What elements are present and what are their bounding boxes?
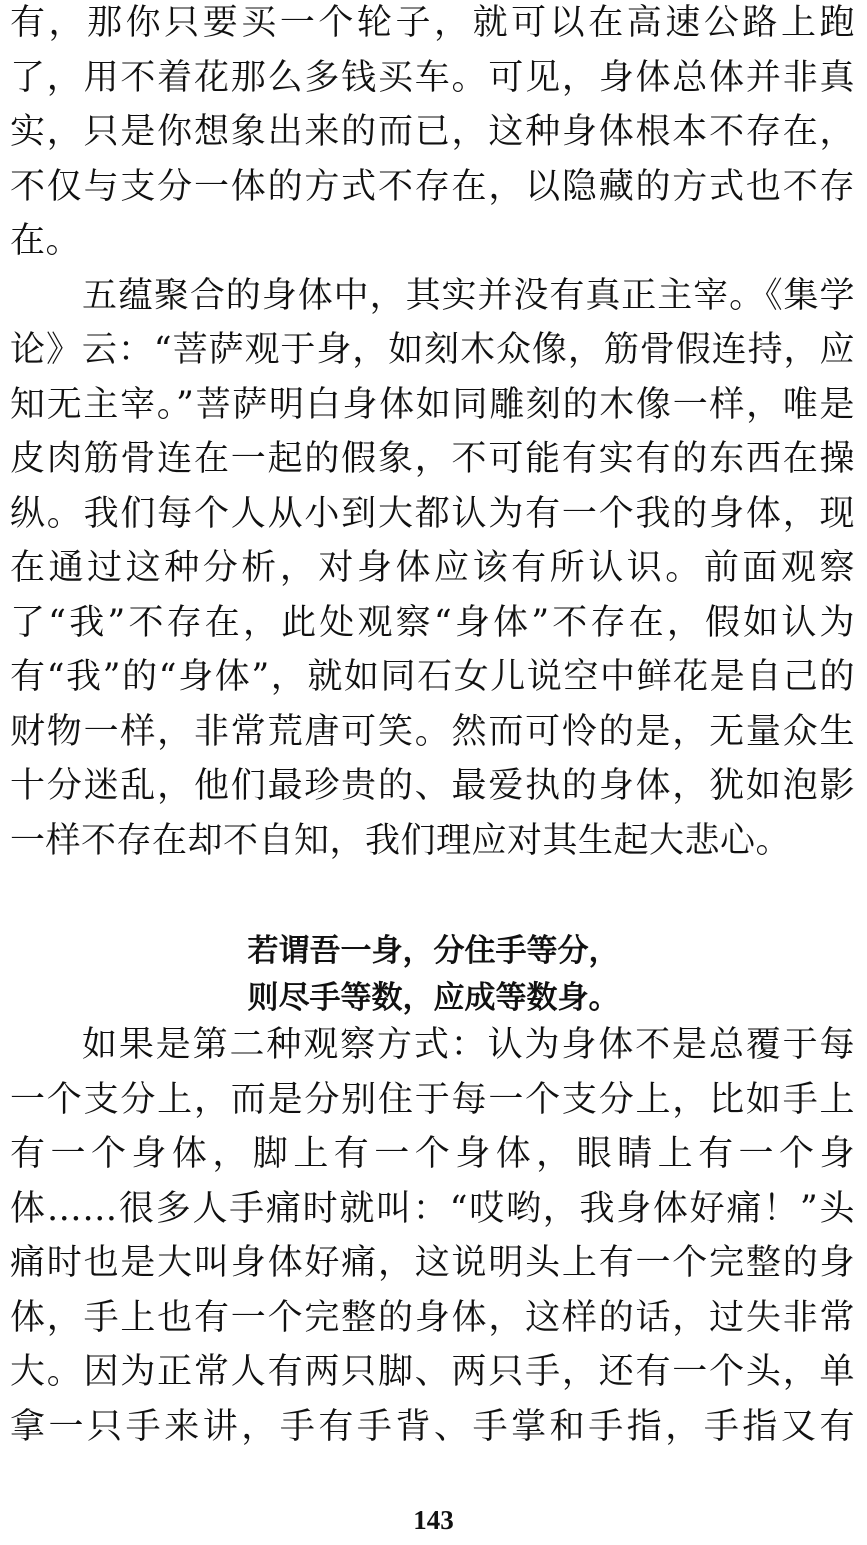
paragraph-commentary: 如果是第二种观察方式：认为身体不是总覆于每一个支分上，而是分别住于每一个支分上，比如手上有一个身体，脚上有一个身体，眼睛上有一个身体……很多人手痛时就叫：“哎哟，我身体好痛！”头痛时也是大叫身体好痛，这说明头上有一个完整的身体，手上也有一个完整的身体，这样的话，过失非常大。因为正常人有两只脚、两只手，还有一个头，单拿一只手来讲，手有手背、手掌和手指，手指又有 [10, 1025, 855, 1447]
top-text-block [10, 0, 855, 868]
page-number: 143 [413, 1505, 454, 1535]
paragraph-continuation: 有，那你只要买一个轮子，就可以在高速公路上跑了，用不着花那么多钱买车。可见，身体总体并非真实，只是你想象出来的而已，这种身体根本不存在，不仅与支分一体的方式不存在，以隐藏的方式也不存在。 [10, 3, 855, 261]
verse-line-2: 则尽手等数，应成等数身。 [247, 980, 620, 1016]
bottom-text-block [10, 1018, 855, 1454]
verse-block [0, 928, 867, 1022]
verse-line-1: 若谓吾一身，分住手等分， [247, 933, 620, 969]
paragraph-body: 五蕴聚合的身体中，其实并没有真正主宰。《集学论》云：“菩萨观于身，如刻木众像，筋骨假连持，应知无主宰。”菩萨明白身体如同雕刻的木像一样，唯是皮肉筋骨连在一起的假象，不可能有实有的东西在操纵。我们每个人从小到大都认为有一个我的身体，现在通过这种分析，对身体应该有所认识。前面观察了“我”不存在，此处观察“身体”不存在，假如认为有“我”的“身体”，就如同石女儿说空中鲜花是自己的财物一样，非常荒唐可笑。然而可怜的是，无量众生十分迷乱，他们最珍贵的、最爱执的身体，犹如泡影一样不存在却不自知，我们理应对其生起大悲心。 [10, 275, 855, 861]
